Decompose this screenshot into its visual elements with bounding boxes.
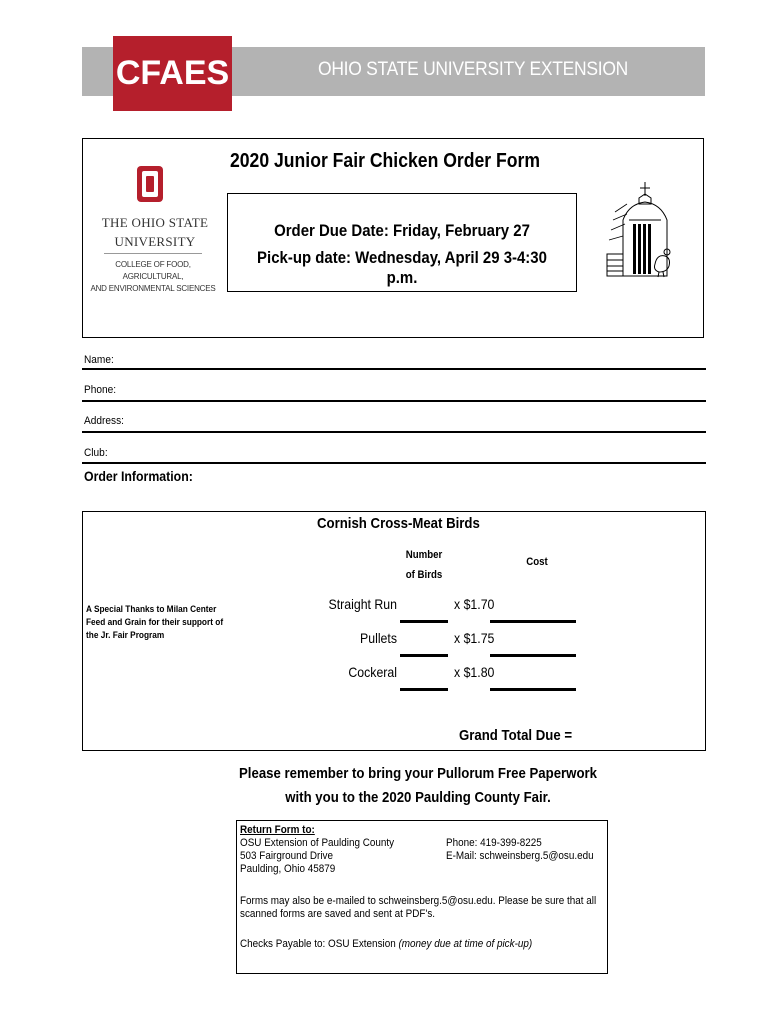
cost-field-pullets[interactable]	[490, 654, 576, 657]
quantity-field-straight-run[interactable]	[400, 620, 448, 623]
quantity-field-pullets[interactable]	[400, 654, 448, 657]
item-price-straight-run: x $1.70	[454, 596, 495, 612]
return-address	[240, 824, 394, 876]
order-due-date: Order Due Date: Friday, February 27	[274, 221, 530, 240]
osu-block-o-icon	[137, 166, 163, 202]
return-email: E-Mail: schweinsberg.5@osu.edu	[446, 850, 594, 862]
osu-divider	[104, 253, 202, 254]
club-label: Club:	[84, 447, 108, 459]
return-contact	[446, 837, 594, 863]
form-title: 2020 Junior Fair Chicken Order Form	[229, 150, 541, 172]
osu-college	[86, 259, 220, 295]
return-phone: Phone: 419-399-8225	[446, 837, 542, 849]
order-info-heading: Order Information:	[84, 468, 193, 484]
checks-note: (money due at time of pick-up)	[398, 938, 533, 950]
return-title: Return Form to:	[240, 824, 315, 836]
return-city: Paulding, Ohio 45879	[240, 863, 336, 875]
cost-field-straight-run[interactable]	[490, 620, 576, 623]
email-note-line2: scanned forms are saved and sent at PDF's.	[240, 908, 436, 920]
address-label: Address:	[84, 415, 124, 427]
number-header-line2: of Birds	[405, 569, 443, 581]
item-label-cockeral: Cockeral	[348, 664, 397, 680]
name-field[interactable]	[82, 368, 706, 370]
cfaes-logo-text: CFAES	[115, 54, 230, 92]
reminder-line1: Please remember to bring your Pullorum Free Paperwork	[239, 765, 597, 782]
osu-name-line1: THE OHIO STATE	[101, 215, 209, 230]
return-street: 503 Fairground Drive	[240, 850, 334, 862]
number-of-birds-header	[398, 545, 451, 585]
checks-label: Checks Payable to: OSU Extension	[240, 938, 399, 950]
club-field[interactable]	[82, 462, 706, 464]
pickup-date: Pick-up date: Wednesday, April 29 3-4:30 p.m.	[257, 248, 547, 287]
barn-chicken-icon	[605, 180, 680, 280]
checks-payable	[240, 938, 532, 951]
item-price-pullets: x $1.75	[454, 630, 495, 646]
name-label: Name:	[84, 354, 114, 366]
email-note-line1: Forms may also be e-mailed to schweinsberg.5@osu.edu. Please be sure that all	[240, 895, 597, 907]
item-price-cockeral: x $1.80	[454, 664, 495, 680]
banner-title: OHIO STATE UNIVERSITY EXTENSION	[318, 59, 629, 80]
order-title: Cornish Cross-Meat Birds	[317, 515, 480, 532]
return-org: OSU Extension of Paulding County	[240, 837, 395, 849]
item-label-straight-run: Straight Run	[328, 596, 397, 612]
osu-name-line2: UNIVERSITY	[114, 234, 196, 249]
item-label-pullets: Pullets	[360, 630, 397, 646]
address-field[interactable]	[82, 431, 706, 433]
cost-field-cockeral[interactable]	[490, 688, 576, 691]
phone-field[interactable]	[82, 400, 706, 402]
quantity-field-cockeral[interactable]	[400, 688, 448, 691]
reminder-line2: with you to the 2020 Paulding County Fair.	[285, 789, 551, 806]
thanks-note: A Special Thanks to Milan Center Feed and Grain for their support of the Jr. Fair Program	[86, 604, 224, 640]
cost-header: Cost	[526, 556, 548, 568]
grand-total-label: Grand Total Due =	[459, 727, 573, 744]
email-note	[240, 895, 596, 921]
osu-name	[100, 213, 210, 251]
osu-college-line1: COLLEGE OF FOOD, AGRICULTURAL,	[115, 260, 191, 281]
number-header-line1: Number	[405, 549, 443, 561]
phone-label: Phone:	[84, 384, 117, 396]
osu-college-line2: AND ENVIRONMENTAL SCIENCES	[90, 284, 216, 293]
